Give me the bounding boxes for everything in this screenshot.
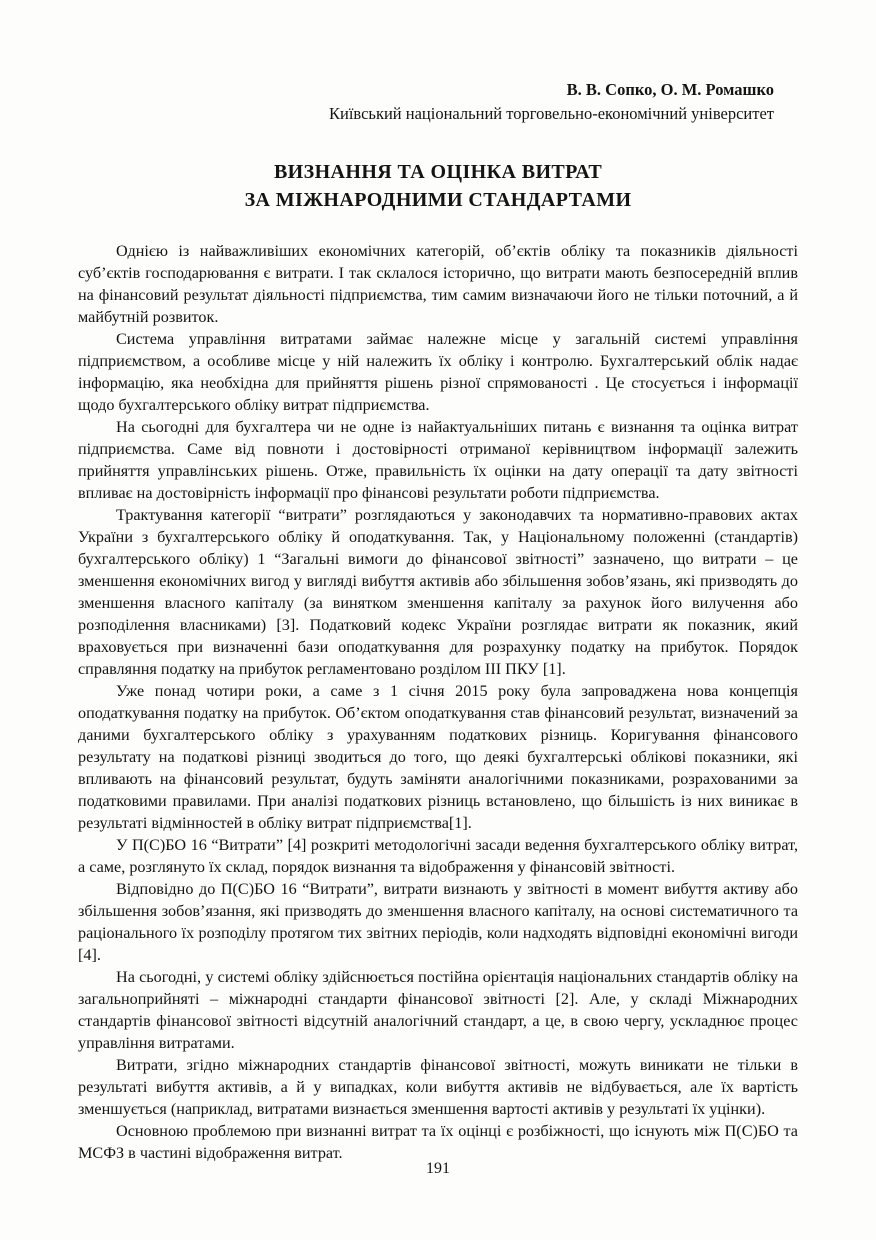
authors-line: В. В. Сопко, О. М. Ромашко — [566, 80, 774, 99]
paragraph-5: Уже понад чотири роки, а саме з 1 січня 2015 року була запроваджена нова концепція оподаткування податку на прибуток. Об’єктом оподаткування став фінансовий результат, визначений за даними бухгалтерського обліку з урахуванням податкових різниць. Коригування фінансового результату на податкові різниці зводиться до того, що деякі бухгалтерські облікові показники, які впливають на фінансовий результат, будуть заміняти аналогічними показниками, розрахованими за податковими правилами. При аналізі податкових різниць встановлено, що більшість із них виникає в результаті відмінностей в обліку витрат підприємства[1]. — [78, 682, 798, 832]
paper-title-line-1: ВИЗНАННЯ ТА ОЦІНКА ВИТРАТ — [273, 161, 603, 183]
header-block — [78, 78, 798, 126]
paper-title — [78, 158, 798, 214]
paper-body — [78, 240, 798, 1164]
paragraph-10: Основною проблемою при визнанні витрат та їх оцінці є розбіжності, що існують між П(С)БО та МСФЗ в частині відображення витрат. — [78, 1122, 798, 1162]
paragraph-4: Трактування категорії “витрати” розглядаються у законодавчих та нормативно-правових актах України з бухгалтерського обліку й оподаткування. Так, у Національному положенні (стандартів) бухгалтерського обліку) 1 “Загальні вимоги до фінансової звітності” зазначено, що витрати – це зменшення економічних вигод у вигляді вибуття активів або збільшення зобов’язань, які призводять до зменшення власного капіталу (за винятком зменшення капіталу за рахунок його вилучення або розподілення власниками) [3]. Податковий кодекс України розглядає витрати як показник, який враховується при визначенні бази оподаткування для розрахунку податку на прибуток. Порядок справляння податку на прибуток регламентовано розділом ІІІ ПКУ [1]. — [78, 506, 798, 678]
paragraph-8: На сьогодні, у системі обліку здійснюється постійна орієнтація національних стандартів обліку на загальноприйняті – міжнародні стандарти фінансової звітності [2]. Але, у складі Міжнародних стандартів фінансової звітності відсутній аналогічний стандарт, а це, в свою чергу, ускладнює процес управління витратами. — [78, 968, 798, 1052]
paragraph-2: Система управління витратами займає належне місце у загальній системі управління підприємством, а особливе місце у ній належить їх обліку і контролю. Бухгалтерський облік надає інформацію, яка необхідна для прийняття рішень різної спрямованості . Це стосується і інформації щодо бухгалтерського обліку витрат підприємства. — [78, 330, 798, 414]
affiliation-line: Київський національний торговельно-економічний університет — [329, 104, 774, 123]
paragraph-9: Витрати, згідно міжнародних стандартів фінансової звітності, можуть виникати не тільки в результаті вибуття активів, а й у випадках, коли вибуття активів не відбувається, але їх вартість зменшується (наприклад, витратами визнається зменшення вартості активів у результаті їх уцінки). — [78, 1056, 798, 1118]
paragraph-6: У П(С)БО 16 “Витрати” [4] розкриті методологічні засади ведення бухгалтерського обліку витрат, а саме, розглянуто їх склад, порядок визнання та відображення у фінансовій звітності. — [78, 836, 798, 876]
paragraph-7: Відповідно до П(С)БО 16 “Витрати”, витрати визнають у звітності в момент вибуття активу або збільшення зобов’язання, які призводять до зменшення власного капіталу, на основі систематичного та раціонального їх розподілу протягом тих звітних періодів, коли надходять відповідні економічні вигоди [4]. — [78, 880, 798, 964]
paragraph-3: На сьогодні для бухгалтера чи не одне із найактуальніших питань є визнання та оцінка витрат підприємства. Саме від повноти і достовірності отриманої керівництвом інформації залежить прийняття управлінських рішень. Отже, правильність їх оцінки на дату операції та дату звітності впливає на достовірність інформації про фінансові результати роботи підприємства. — [78, 418, 798, 502]
paper-title-line-2: ЗА МІЖНАРОДНИМИ СТАНДАРТАМИ — [244, 189, 632, 211]
page-number: 191 — [426, 1160, 450, 1177]
paragraph-1: Однією із найважливіших економічних категорій, об’єктів обліку та показників діяльності суб’єктів господарювання є витрати. І так склалося історично, що витрати мають безпосередній вплив на фінансовий результат діяльності підприємства, тим самим визначаючи його не тільки поточний, а й майбутній розвиток. — [78, 242, 798, 326]
